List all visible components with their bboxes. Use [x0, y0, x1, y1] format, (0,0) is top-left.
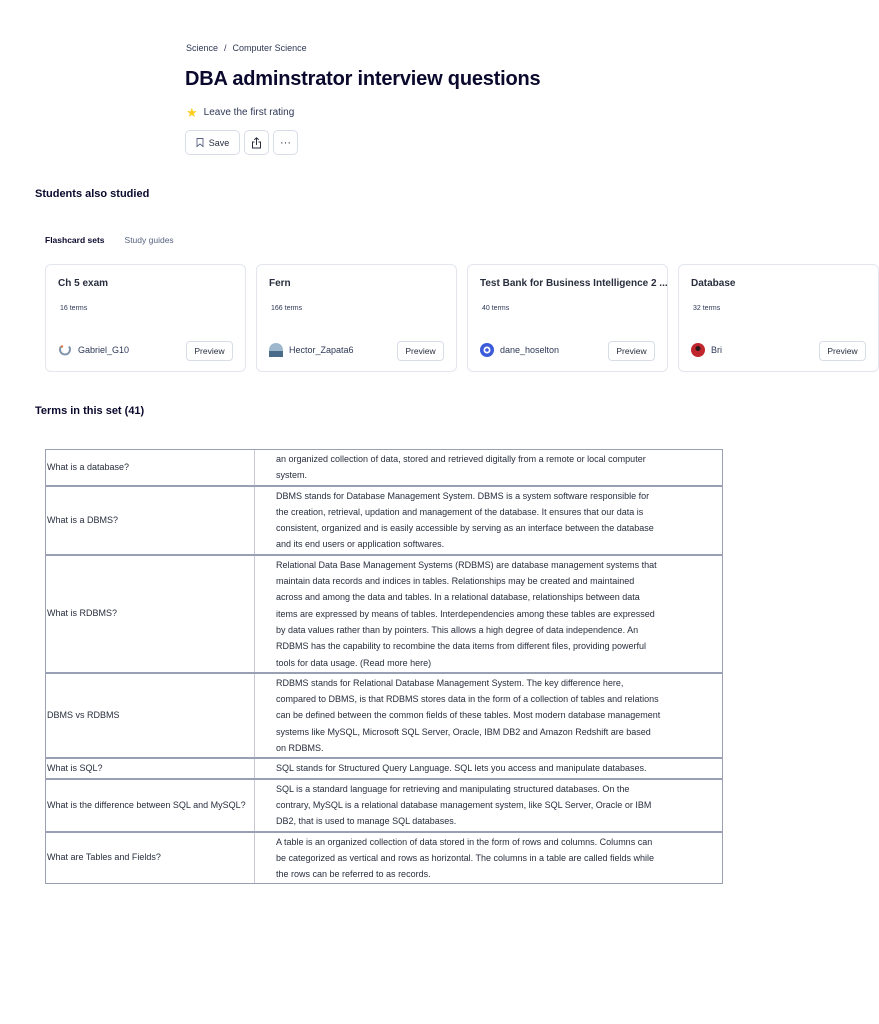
table-row: [46, 556, 722, 674]
study-card[interactable]: [256, 264, 457, 372]
table-row: [46, 833, 722, 884]
study-card[interactable]: [467, 264, 668, 372]
avatar: [58, 343, 72, 357]
card-author: [58, 343, 129, 357]
page-title: DBA adminstrator interview questions: [185, 68, 541, 90]
card-title: Database: [691, 278, 736, 289]
table-row: [46, 780, 722, 833]
avatar: [691, 343, 705, 357]
term-cell: What is a DBMS?: [46, 487, 255, 554]
rating[interactable]: [186, 106, 294, 119]
card-title: Test Bank for Business Intelligence 2 ...: [480, 278, 668, 289]
card-term-count: 40 terms: [482, 305, 510, 312]
study-cards-carousel: [45, 264, 858, 373]
card-title: Fern: [269, 278, 291, 289]
card-author: [269, 343, 354, 357]
definition-cell: A table is an organized collection of data stored in the form of rows and columns. Columns can be categorized as vertical and rows as horizontal. The columns in a table are called fields while the rows can be referred to as records.: [276, 836, 655, 880]
author-name: Hector_Zapata6: [289, 345, 354, 355]
term-cell: What are Tables and Fields?: [46, 833, 255, 884]
star-icon: ★: [186, 105, 198, 120]
term-cell: What is the difference between SQL and MySQL?: [46, 780, 255, 831]
term-cell: What is a database?: [46, 450, 255, 485]
avatar: [269, 343, 283, 357]
author-name: Bri: [711, 345, 722, 355]
definition-cell: Relational Data Base Management Systems (RDBMS) are database management systems that maintain data records and indices in tables. Relationships may be created and maintained across and among the data and tables. In a relational database, relationships between data items are expressed by means of tables. Interdependencies among these tables are expressed by data values rather than by pointers. This allows a high degree of data independence. An RDBMS has the capability to recombine the data items from different files, providing powerful tools for data usage. (Read more here): [276, 559, 657, 668]
tab-study-guides[interactable]: Study guides: [124, 235, 174, 245]
table-row: [46, 450, 722, 487]
terms-heading: Terms in this set (41): [35, 405, 145, 417]
table-row: [46, 487, 722, 556]
definition-cell: SQL is a standard language for retrieving and manipulating structured databases. On the contrary, MySQL is a relational database management system, like SQL Server, Oracle or IBM DB2, that is used to manage SQL databases.: [276, 783, 652, 827]
students-also-studied-heading: Students also studied: [35, 188, 150, 200]
card-term-count: 166 terms: [271, 305, 303, 312]
avatar: [480, 343, 494, 357]
more-icon: ···: [280, 136, 291, 149]
preview-button[interactable]: Preview: [186, 341, 233, 361]
term-cell: What is RDBMS?: [46, 556, 255, 672]
set-actions: [185, 130, 298, 155]
term-cell: DBMS vs RDBMS: [46, 674, 255, 757]
table-row: [46, 759, 722, 779]
card-term-count: 16 terms: [60, 305, 88, 312]
share-button[interactable]: [244, 130, 269, 155]
author-name: dane_hoselton: [500, 345, 560, 355]
definition-cell: DBMS stands for Database Management System. DBMS is a system software responsible for the creation, retrieval, updation and management of the database. It ensures that our data is consistent, organized and is easily accessible by serving as an interface between the database and its end users or application softwares.: [276, 490, 654, 550]
breadcrumb-separator: /: [224, 43, 227, 53]
save-button[interactable]: [185, 130, 240, 155]
author-name: Gabriel_G10: [78, 345, 130, 355]
card-term-count: 32 terms: [693, 305, 721, 312]
breadcrumb-computer-science[interactable]: Computer Science: [232, 43, 307, 53]
preview-button[interactable]: Preview: [608, 341, 655, 361]
rating-label: Leave the first rating: [203, 107, 295, 118]
card-author: [480, 343, 559, 357]
table-row: [46, 674, 722, 759]
save-label: Save: [208, 137, 230, 148]
bookmark-icon: [196, 138, 204, 147]
study-card[interactable]: [678, 264, 879, 372]
card-title: Ch 5 exam: [58, 278, 109, 289]
card-author: [691, 343, 722, 357]
study-tabs: [45, 235, 174, 245]
definition-cell: an organized collection of data, stored and retrieved digitally from a remote or local computer system.: [276, 454, 646, 481]
preview-button[interactable]: Preview: [819, 341, 866, 361]
tab-flashcard-sets[interactable]: Flashcard sets: [45, 235, 105, 245]
preview-button[interactable]: Preview: [397, 341, 444, 361]
share-icon: [251, 137, 262, 149]
study-card[interactable]: [45, 264, 246, 372]
more-button[interactable]: [273, 130, 298, 155]
definition-cell: SQL stands for Structured Query Language. SQL lets you access and manipulate databases.: [276, 763, 647, 774]
breadcrumb: [186, 43, 307, 53]
breadcrumb-science[interactable]: Science: [186, 43, 219, 53]
term-cell: What is SQL?: [46, 759, 255, 777]
terms-table: [45, 449, 723, 884]
definition-cell: RDBMS stands for Relational Database Management System. The key difference here, compared to DBMS, is that RDBMS stores data in the form of a collection of tables and relations can be defined between the common fields of these tables. Most modern database management systems like MySQL, Microsoft SQL Server, Oracle, IBM DB2 and Amazon Redshift are based on RDBMS.: [276, 677, 661, 754]
